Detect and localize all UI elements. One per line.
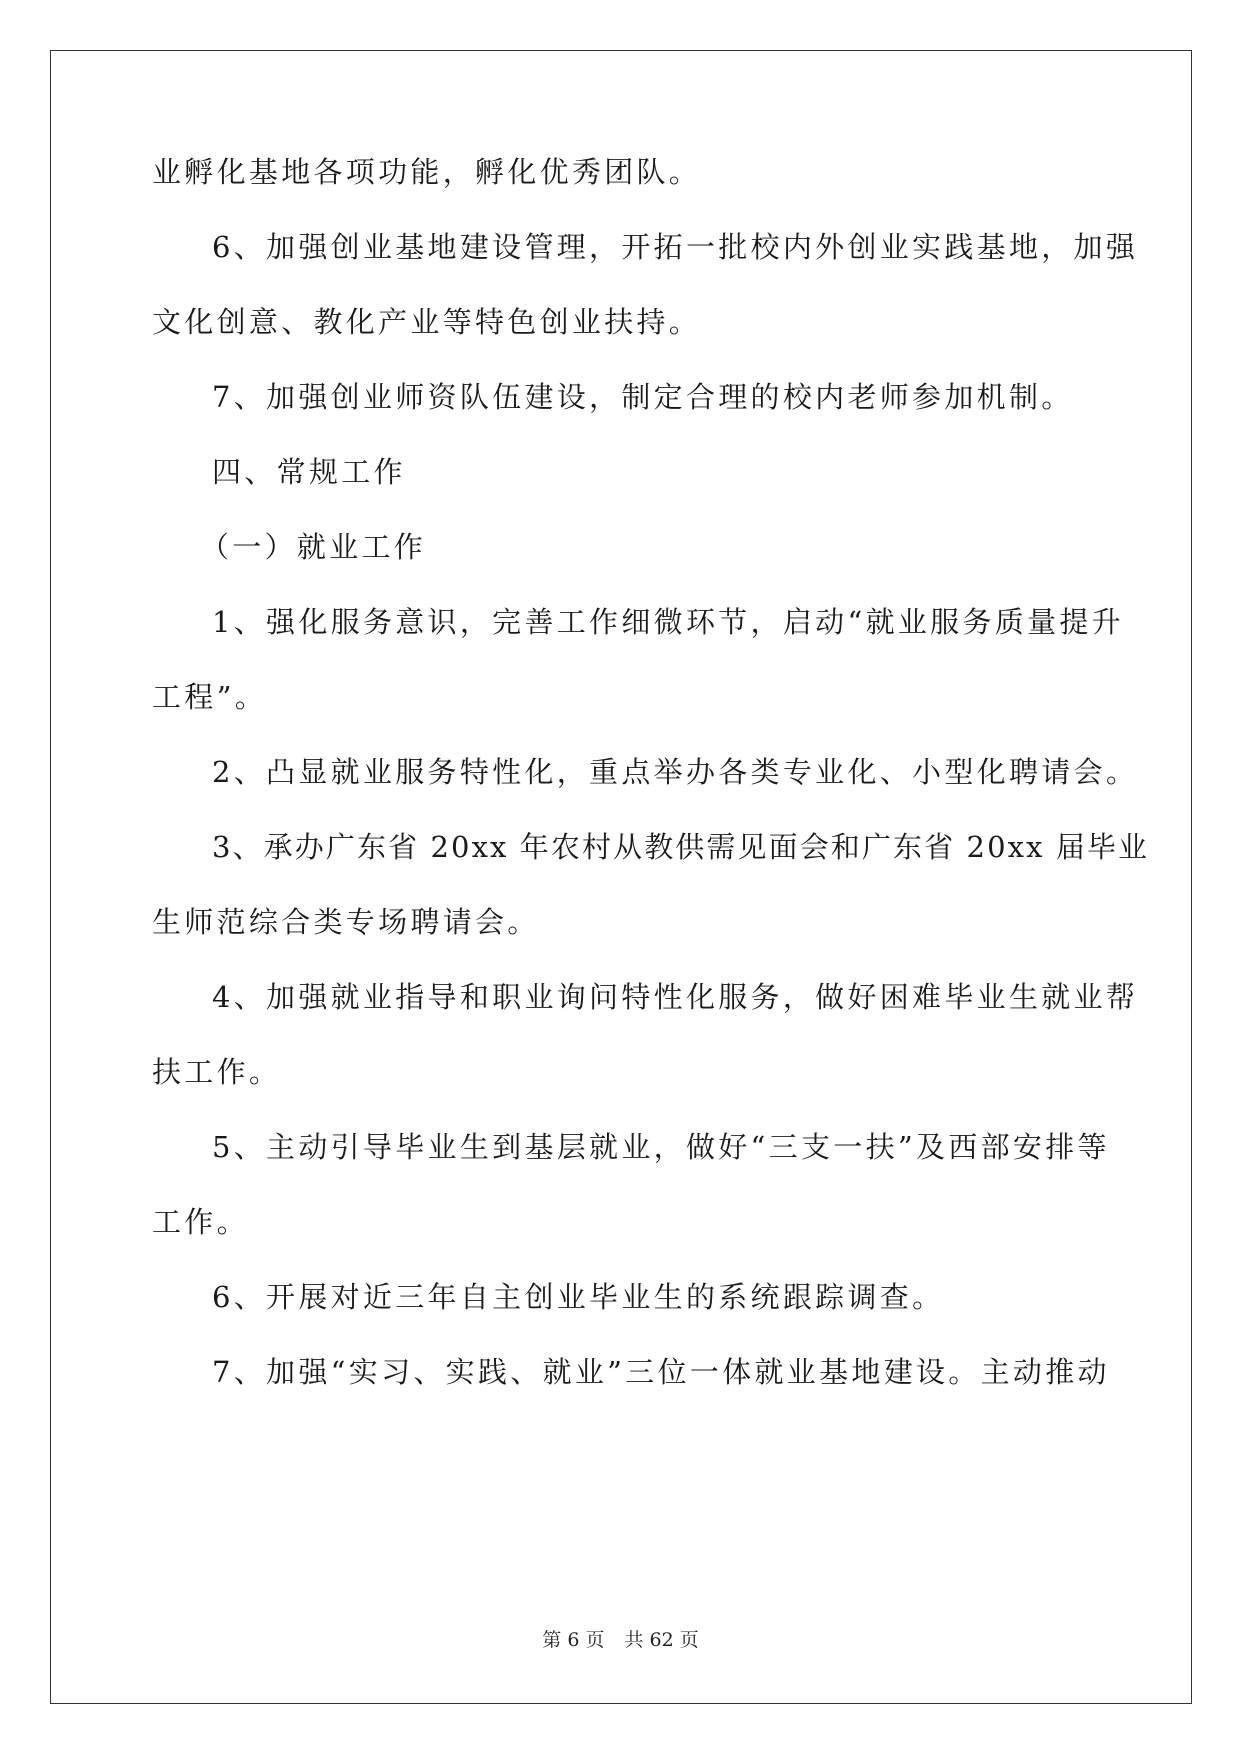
section-heading: 四、常规工作 [212,455,406,489]
body-line: 工程”。 [152,680,268,714]
body-line: 业孵化基地各项功能，孵化优秀团队。 [152,155,702,189]
body-line: 生师范综合类专场聘请会。 [152,905,540,939]
body-line: 2、凸显就业服务特性化，重点举办各类专业化、小型化聘请会。 [212,755,1139,789]
page-border [50,50,1192,1704]
body-line: 1、强化服务意识，完善工作细微环节，启动“就业服务质量提升 [212,605,1124,639]
body-line: 7、加强创业师资队伍建设，制定合理的校内老师参加机制。 [212,380,1074,414]
body-line: 文化创意、教化产业等特色创业扶持。 [152,305,702,339]
body-line: 扶工作。 [152,1055,282,1089]
page-total: 共 62 页 [624,1629,699,1651]
body-line: 6、加强创业基地建设管理，开拓一批校内外创业实践基地，加强 [212,230,1139,264]
body-line: 工作。 [152,1205,249,1239]
body-line: 6、开展对近三年自主创业毕业生的系统跟踪调查。 [212,1280,945,1314]
body-line: 5、主动引导毕业生到基层就业，做好“三支一扶”及西部安排等 [212,1130,1110,1164]
body-line: 7、加强“实习、实践、就业”三位一体就业基地建设。主动推动 [212,1355,1110,1389]
page-number: 第 6 页 [542,1629,605,1651]
subsection-heading: （一）就业工作 [200,530,427,564]
body-line: 4、加强就业指导和职业询问特性化服务，做好困难毕业生就业帮 [212,980,1139,1014]
body-line: 3、承办广东省 20xx 年农村从教供需见面会和广东省 20xx 届毕业 [212,830,1150,864]
page-footer [0,1628,1241,1652]
